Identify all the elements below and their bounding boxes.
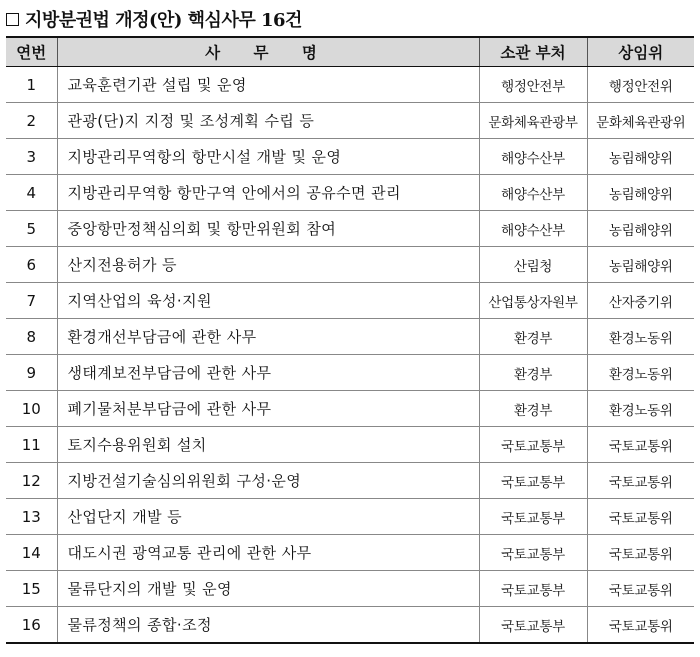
row-dept-cell: 해양수산부 bbox=[479, 139, 587, 175]
checkbox-square-icon bbox=[6, 13, 19, 26]
row-dept-cell: 환경부 bbox=[479, 355, 587, 391]
row-committee-cell: 국토교통위 bbox=[587, 607, 694, 644]
row-dept-cell: 산업통상자원부 bbox=[479, 283, 587, 319]
core-affairs-table bbox=[6, 36, 694, 644]
table-row bbox=[6, 175, 694, 211]
row-task-cell: 대도시권 광역교통 관리에 관한 사무 bbox=[57, 535, 479, 571]
row-dept-cell: 국토교통부 bbox=[479, 499, 587, 535]
row-task-cell: 토지수용위원회 설치 bbox=[57, 427, 479, 463]
table-row bbox=[6, 67, 694, 103]
row-task-cell: 산지전용허가 등 bbox=[57, 247, 479, 283]
row-dept-cell: 국토교통부 bbox=[479, 571, 587, 607]
row-no-cell: 3 bbox=[6, 139, 57, 175]
table-row bbox=[6, 139, 694, 175]
row-no-cell: 5 bbox=[6, 211, 57, 247]
row-dept-cell: 국토교통부 bbox=[479, 607, 587, 644]
table-row bbox=[6, 463, 694, 499]
row-no-cell: 8 bbox=[6, 319, 57, 355]
row-no-cell: 15 bbox=[6, 571, 57, 607]
row-committee-cell: 환경노동위 bbox=[587, 319, 694, 355]
header-task: 사 무 명 bbox=[57, 37, 479, 67]
row-committee-cell: 국토교통위 bbox=[587, 571, 694, 607]
row-no-cell: 4 bbox=[6, 175, 57, 211]
table-row bbox=[6, 319, 694, 355]
row-dept-cell: 환경부 bbox=[479, 391, 587, 427]
row-committee-cell: 환경노동위 bbox=[587, 355, 694, 391]
row-task-cell: 교육훈련기관 설립 및 운영 bbox=[57, 67, 479, 103]
row-no-cell: 12 bbox=[6, 463, 57, 499]
row-committee-cell: 국토교통위 bbox=[587, 535, 694, 571]
row-task-cell: 지역산업의 육성·지원 bbox=[57, 283, 479, 319]
document-title bbox=[6, 4, 302, 34]
table-row bbox=[6, 499, 694, 535]
document-title-text: 지방분권법 개정(안) 핵심사무 16건 bbox=[25, 10, 302, 31]
table-row bbox=[6, 283, 694, 319]
row-no-cell: 11 bbox=[6, 427, 57, 463]
row-committee-cell: 문화체육관광위 bbox=[587, 103, 694, 139]
row-task-cell: 중앙항만정책심의회 및 항만위원회 참여 bbox=[57, 211, 479, 247]
row-committee-cell: 환경노동위 bbox=[587, 391, 694, 427]
row-task-cell: 지방건설기술심의위원회 구성·운영 bbox=[57, 463, 479, 499]
table-row bbox=[6, 103, 694, 139]
row-no-cell: 6 bbox=[6, 247, 57, 283]
row-dept-cell: 환경부 bbox=[479, 319, 587, 355]
row-committee-cell: 농림해양위 bbox=[587, 175, 694, 211]
table-row bbox=[6, 391, 694, 427]
table-header-row bbox=[6, 37, 694, 67]
row-task-cell: 지방관리무역항 항만구역 안에서의 공유수면 관리 bbox=[57, 175, 479, 211]
table-row bbox=[6, 607, 694, 644]
row-dept-cell: 국토교통부 bbox=[479, 427, 587, 463]
table-row bbox=[6, 571, 694, 607]
row-dept-cell: 산림청 bbox=[479, 247, 587, 283]
row-committee-cell: 국토교통위 bbox=[587, 463, 694, 499]
row-dept-cell: 해양수산부 bbox=[479, 175, 587, 211]
row-dept-cell: 국토교통부 bbox=[479, 463, 587, 499]
table-row bbox=[6, 355, 694, 391]
row-committee-cell: 농림해양위 bbox=[587, 247, 694, 283]
row-dept-cell: 국토교통부 bbox=[479, 535, 587, 571]
row-no-cell: 1 bbox=[6, 67, 57, 103]
row-committee-cell: 산자중기위 bbox=[587, 283, 694, 319]
row-task-cell: 폐기물처분부담금에 관한 사무 bbox=[57, 391, 479, 427]
row-committee-cell: 행정안전위 bbox=[587, 67, 694, 103]
row-no-cell: 16 bbox=[6, 607, 57, 644]
table-row bbox=[6, 535, 694, 571]
row-committee-cell: 농림해양위 bbox=[587, 211, 694, 247]
table-body bbox=[6, 67, 694, 644]
row-committee-cell: 국토교통위 bbox=[587, 499, 694, 535]
row-no-cell: 14 bbox=[6, 535, 57, 571]
row-task-cell: 산업단지 개발 등 bbox=[57, 499, 479, 535]
row-dept-cell: 행정안전부 bbox=[479, 67, 587, 103]
row-committee-cell: 국토교통위 bbox=[587, 427, 694, 463]
row-no-cell: 10 bbox=[6, 391, 57, 427]
table-row bbox=[6, 211, 694, 247]
header-dept: 소관 부처 bbox=[479, 37, 587, 67]
row-task-cell: 관광(단)지 지정 및 조성계획 수립 등 bbox=[57, 103, 479, 139]
row-task-cell: 지방관리무역항의 항만시설 개발 및 운영 bbox=[57, 139, 479, 175]
row-task-cell: 물류정책의 종합·조정 bbox=[57, 607, 479, 644]
header-no: 연번 bbox=[6, 37, 57, 67]
row-task-cell: 물류단지의 개발 및 운영 bbox=[57, 571, 479, 607]
row-no-cell: 9 bbox=[6, 355, 57, 391]
row-dept-cell: 해양수산부 bbox=[479, 211, 587, 247]
table-row bbox=[6, 427, 694, 463]
row-task-cell: 환경개선부담금에 관한 사무 bbox=[57, 319, 479, 355]
row-committee-cell: 농림해양위 bbox=[587, 139, 694, 175]
header-committee: 상임위 bbox=[587, 37, 694, 67]
row-no-cell: 13 bbox=[6, 499, 57, 535]
row-no-cell: 7 bbox=[6, 283, 57, 319]
row-dept-cell: 문화체육관광부 bbox=[479, 103, 587, 139]
row-no-cell: 2 bbox=[6, 103, 57, 139]
table-row bbox=[6, 247, 694, 283]
row-task-cell: 생태계보전부담금에 관한 사무 bbox=[57, 355, 479, 391]
